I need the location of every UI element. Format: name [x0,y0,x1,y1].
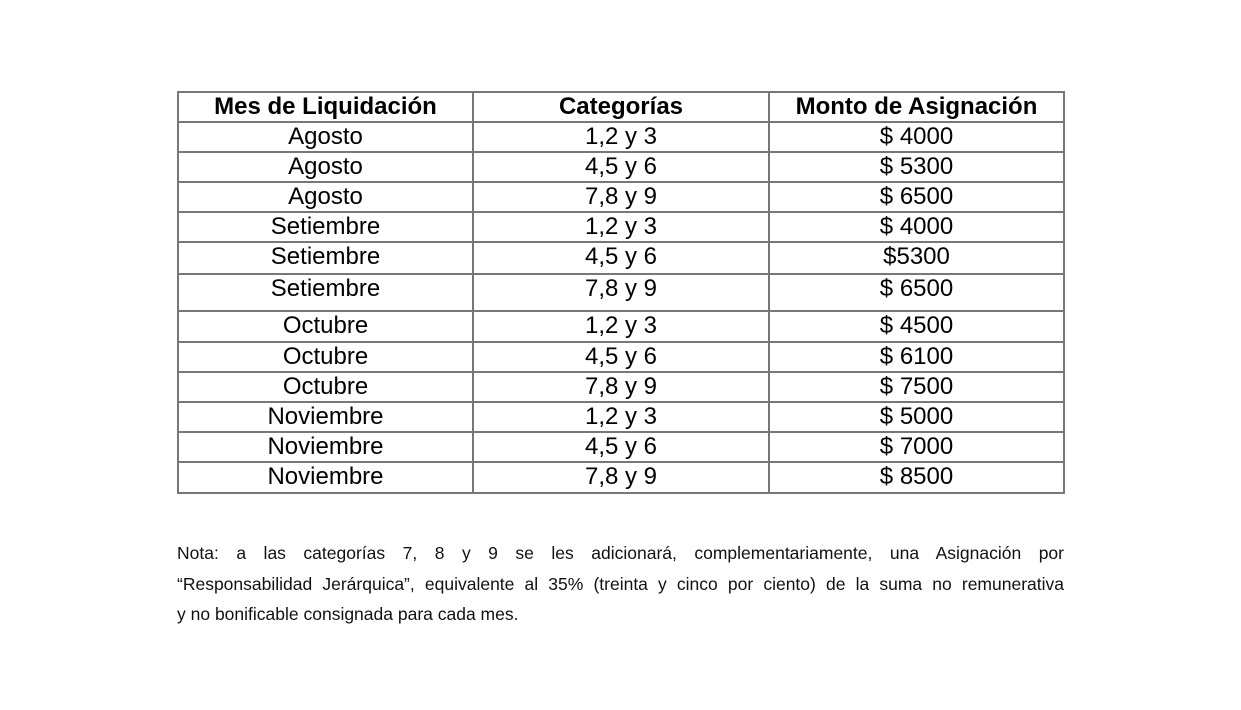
note-paragraph [177,538,1064,630]
cell-categories: 7,8 y 9 [473,274,769,311]
cell-month: Noviembre [178,462,473,493]
cell-amount: $5300 [769,242,1064,274]
table-row [178,462,1064,493]
table-row [178,372,1064,402]
note-line: “Responsabilidad Jerárquica”, equivalente al 35% (treinta y cinco por ciento) de la suma no remunerativa [177,573,1064,594]
cell-categories: 1,2 y 3 [473,212,769,242]
table-row [178,311,1064,342]
cell-categories: 1,2 y 3 [473,402,769,432]
cell-categories: 1,2 y 3 [473,311,769,342]
cell-categories: 1,2 y 3 [473,122,769,152]
table-row [178,274,1064,311]
cell-month: Setiembre [178,274,473,311]
cell-month: Setiembre [178,242,473,274]
header-monto-de-asignacion: Monto de Asignación [769,92,1064,122]
cell-amount: $ 4500 [769,311,1064,342]
cell-month: Agosto [178,152,473,182]
cell-month: Octubre [178,372,473,402]
liquidation-table [177,91,1065,494]
header-categorias: Categorías [473,92,769,122]
cell-categories: 4,5 y 6 [473,152,769,182]
table-row [178,182,1064,212]
cell-amount: $ 4000 [769,212,1064,242]
cell-month: Octubre [178,311,473,342]
note-line: Nota: a las categorías 7, 8 y 9 se les adicionará, complementariamente, una Asignación por [177,543,1064,563]
cell-amount: $ 5000 [769,402,1064,432]
cell-amount: $ 6100 [769,342,1064,372]
cell-month: Octubre [178,342,473,372]
table-row [178,152,1064,182]
table-row [178,432,1064,462]
cell-month: Noviembre [178,402,473,432]
cell-month: Setiembre [178,212,473,242]
cell-amount: $ 7500 [769,372,1064,402]
cell-categories: 7,8 y 9 [473,182,769,212]
table-row [178,122,1064,152]
table-row [178,342,1064,372]
cell-amount: $ 8500 [769,462,1064,493]
cell-categories: 7,8 y 9 [473,372,769,402]
cell-month: Agosto [178,182,473,212]
cell-month: Agosto [178,122,473,152]
cell-categories: 7,8 y 9 [473,462,769,493]
table-row [178,402,1064,432]
cell-categories: 4,5 y 6 [473,242,769,274]
cell-month: Noviembre [178,432,473,462]
table-row [178,212,1064,242]
note-line: y no bonificable consignada para cada mes. [177,604,519,624]
cell-amount: $ 6500 [769,274,1064,311]
table-header-row [178,92,1064,122]
header-mes-de-liquidacion: Mes de Liquidación [178,92,473,122]
table-row [178,242,1064,274]
cell-amount: $ 6500 [769,182,1064,212]
cell-categories: 4,5 y 6 [473,342,769,372]
cell-amount: $ 5300 [769,152,1064,182]
cell-amount: $ 7000 [769,432,1064,462]
cell-categories: 4,5 y 6 [473,432,769,462]
cell-amount: $ 4000 [769,122,1064,152]
